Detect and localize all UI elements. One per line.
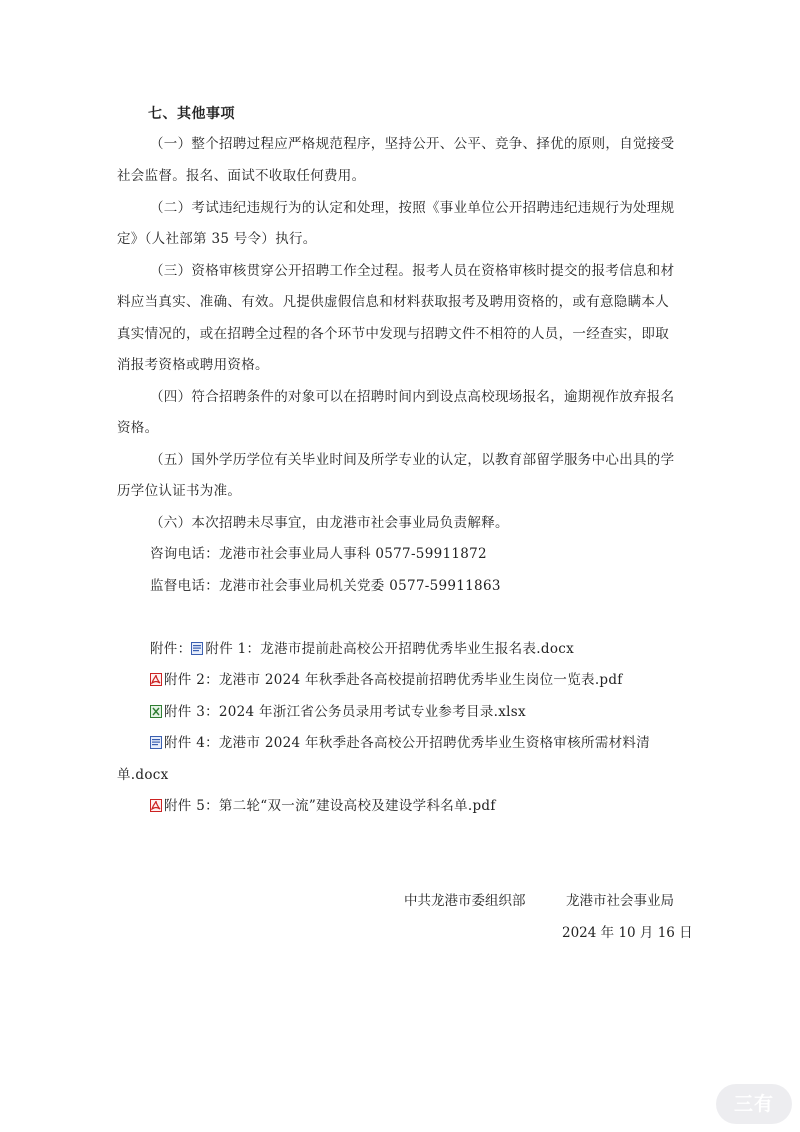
excel-icon [150, 704, 162, 717]
paragraph-line: 资格。 [117, 420, 159, 436]
word-doc-icon [150, 735, 162, 748]
attachment-3[interactable] [150, 702, 526, 722]
paragraph-line: （五）国外学历学位有关毕业时间及所学专业的认定，以教育部留学服务中心出具的学 [150, 452, 675, 468]
paragraph-line: 定》（人社部第 35 号令）执行。 [117, 231, 317, 247]
signature-org-1: 中共龙港市委组织部 [404, 893, 526, 909]
paragraph-line: （一）整个招聘过程应严格规范程序，坚持公开、公平、竞争、择优的原则，自觉接受 [150, 136, 675, 152]
attachment-link[interactable]: 附件 3：2024 年浙江省公务员录用考试专业参考目录.xlsx [164, 704, 526, 720]
attachment-link[interactable]: 附件 1：龙港市提前赴高校公开招聘优秀毕业生报名表.docx [205, 641, 575, 657]
attachment-2[interactable] [150, 670, 623, 690]
paragraph-line: （三）资格审核贯穿公开招聘工作全过程。报考人员在资格审核时提交的报考信息和材 [150, 263, 675, 279]
paragraph-line: （二）考试违纪违规行为的认定和处理，按照《事业单位公开招聘违纪违规行为处理规 [150, 200, 675, 216]
attachment-4[interactable] [150, 733, 650, 753]
supervise-phone: 监督电话：龙港市社会事业局机关党委 0577-59911863 [150, 578, 501, 594]
paragraph-line: 社会监督。报名、面试不收取任何费用。 [117, 168, 366, 184]
section-heading: 七、其他事项 [148, 106, 235, 122]
paragraph-line: （四）符合招聘条件的对象可以在招聘时间内到设点高校现场报名，逾期视作放弃报名 [150, 389, 675, 405]
pdf-icon [150, 672, 162, 685]
paragraph-line: 料应当真实、准确、有效。凡提供虚假信息和材料获取报考及聘用资格的，或有意隐瞒本人 [117, 294, 669, 310]
signature-org-2: 龙港市社会事业局 [566, 893, 674, 909]
paragraph-line: 消报考资格或聘用资格。 [117, 357, 269, 373]
signature-date: 2024 年 10 月 16 日 [562, 925, 693, 941]
attachment-link[interactable]: 附件 2：龙港市 2024 年秋季赴各高校提前招聘优秀毕业生岗位一览表.pdf [164, 672, 623, 688]
attachment-5[interactable] [150, 796, 496, 816]
consult-phone: 咨询电话：龙港市社会事业局人事科 0577-59911872 [150, 546, 487, 562]
attachment-link[interactable]: 附件 4：龙港市 2024 年秋季赴各高校公开招聘优秀毕业生资格审核所需材料清 [164, 735, 651, 751]
attachment-1[interactable] [150, 639, 574, 659]
paragraph-line: 真实情况的，或在招聘全过程的各个环节中发现与招聘文件不相符的人员，一经查实，即取 [117, 326, 669, 342]
attachment-4-continuation[interactable]: 单.docx [117, 767, 169, 783]
paragraph-line: （六）本次招聘未尽事宜，由龙港市社会事业局负责解释。 [150, 515, 509, 531]
pdf-icon [150, 798, 162, 811]
paragraph-line: 历学位认证书为准。 [117, 483, 242, 499]
attachment-link[interactable]: 附件 5：第二轮“双一流”建设高校及建设学科名单.pdf [164, 798, 496, 814]
watermark-badge: 三有 [716, 1084, 792, 1124]
word-doc-icon [191, 641, 203, 654]
attachments-prefix: 附件： [150, 641, 192, 657]
